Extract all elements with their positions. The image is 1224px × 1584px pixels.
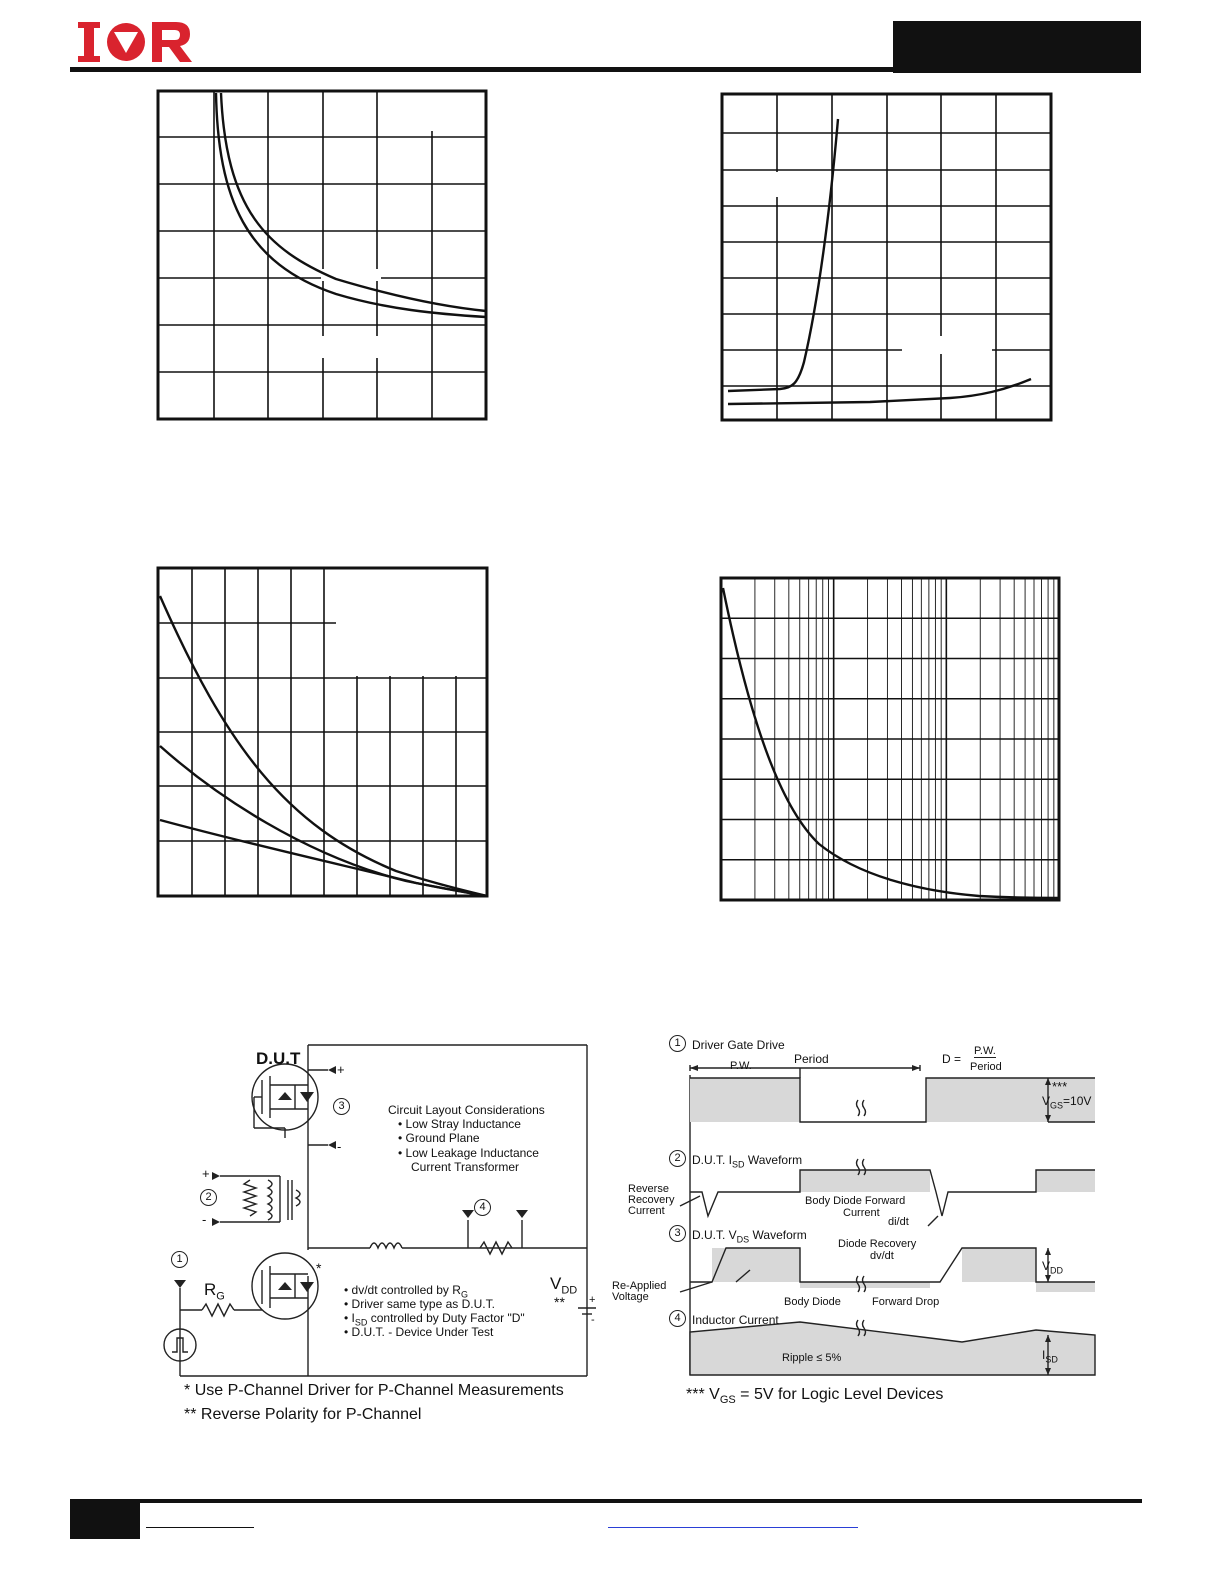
d-num: P.W. [974, 1045, 996, 1057]
note-isd: • $I_{SD}$ controlled by Duty Factor "D" [344, 1311, 525, 1328]
test-circuit-diagram [150, 1040, 620, 1440]
circle-2: 2 [669, 1150, 686, 1167]
diode-recovery: Diode Recovery [838, 1238, 917, 1250]
footer-rule [70, 1499, 1142, 1503]
minus-sign: - [202, 1212, 207, 1227]
star-mark: * [316, 1260, 322, 1276]
didt-label: di/dt [888, 1216, 909, 1228]
body-diode-label: Body Diode [784, 1296, 841, 1308]
circle-4: 4 [474, 1199, 491, 1216]
note-driver: • Driver same type as D.U.T. [344, 1297, 495, 1311]
circle-3: 3 [669, 1225, 686, 1242]
footnote-2: ** Reverse Polarity for P-Channel [184, 1406, 422, 1423]
layout-item-cont: Current Transformer [411, 1160, 520, 1174]
layout-item: • Low Stray Inductance [398, 1117, 521, 1131]
circle-4: 4 [669, 1310, 686, 1327]
circle-3: 3 [333, 1098, 350, 1115]
layout-item: • Ground Plane [398, 1131, 480, 1145]
d-eq: D = [942, 1052, 962, 1066]
plus-sign: + [337, 1062, 345, 1077]
fig-bottom-left-chart [156, 566, 491, 900]
ior-logo-icon [76, 20, 194, 64]
dvdt-label: dv/dt [870, 1250, 894, 1262]
circle-2: 2 [200, 1189, 217, 1206]
note-dvdt: • dv/dt controlled by $R_G$ [344, 1283, 468, 1300]
d-den: Period [970, 1061, 1002, 1073]
period-label: Period [794, 1052, 829, 1066]
minus-sign: - [591, 1314, 595, 1326]
vgs-label: $V_{GS}=10V$ [1042, 1094, 1092, 1111]
layout-item: • Low Leakage Inductance [398, 1146, 539, 1160]
plus-sign: + [589, 1294, 596, 1306]
dut-label: D.U.T [256, 1049, 301, 1068]
w2-title: D.U.T. $I_{SD}$ Waveform [692, 1153, 803, 1170]
circle-1: 1 [171, 1251, 188, 1268]
fig-top-left-chart [156, 89, 490, 423]
minus-sign: - [337, 1139, 342, 1154]
vdd-label: $V_{DD}$ [550, 1274, 578, 1297]
page-number-box [70, 1499, 140, 1539]
note-dut: • D.U.T. - Device Under Test [344, 1325, 494, 1339]
part-number-box [893, 21, 1141, 73]
fig-top-right-chart [720, 92, 1055, 424]
forward-drop-label: Forward Drop [872, 1296, 940, 1308]
rg-label: $R_G$ [204, 1280, 225, 1303]
vdd-mark: ** [554, 1294, 565, 1310]
footnote-1: * Use P-Channel Driver for P-Channel Measurements [184, 1382, 564, 1399]
layout-title: Circuit Layout Considerations [388, 1103, 545, 1117]
website-link[interactable] [608, 1527, 858, 1528]
footer-underline [146, 1527, 254, 1528]
header-rule [70, 67, 894, 72]
reverse-recovery-label: Reverse Recovery Current [628, 1183, 675, 1217]
reapplied-label: Re-Applied Voltage [612, 1280, 667, 1303]
ripple-label: Ripple ≤ 5% [782, 1352, 842, 1364]
curve [728, 379, 1031, 404]
isd-label: $I_{SD}$ [1042, 1348, 1058, 1365]
body-diode-forward: Body Diode Forward [805, 1195, 906, 1207]
w3-title: D.U.T. $V_{DS}$ Waveform [692, 1228, 807, 1245]
vdd-wave-label: $V_{DD}$ [1042, 1259, 1064, 1276]
pw-label: P.W. [730, 1060, 752, 1072]
w4-title: Inductor Current [692, 1313, 779, 1327]
current-label: Current [843, 1207, 880, 1219]
plus-sign: + [202, 1166, 210, 1181]
fig-bottom-right-chart [719, 576, 1063, 904]
w1-title: Driver Gate Drive [692, 1038, 785, 1052]
waveform-footnote: *** $V_{GS} = 5V$ for Logic Level Devices [686, 1386, 944, 1407]
vgs-mark: *** [1052, 1079, 1068, 1094]
curve [723, 588, 1059, 898]
circle-1: 1 [669, 1035, 686, 1052]
